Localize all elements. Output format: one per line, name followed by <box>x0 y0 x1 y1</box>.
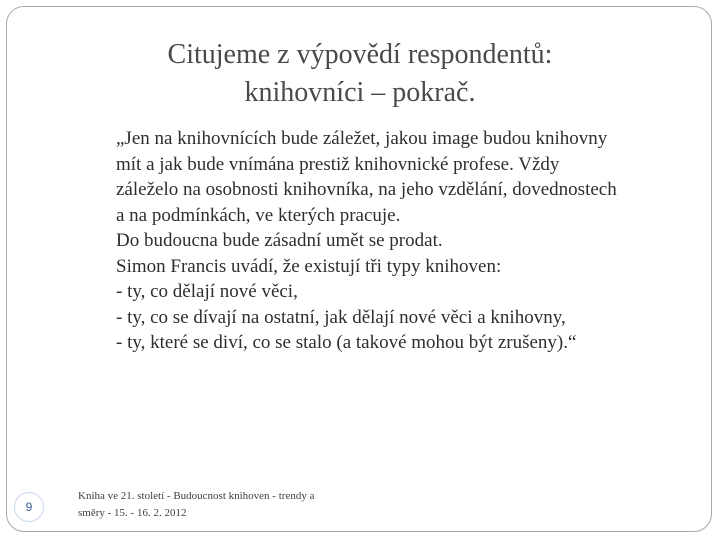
quote-line-8: - ty, co se dívají na ostatní, jak dělají nové věci a knihovny, <box>116 306 566 328</box>
slide-title <box>60 36 660 112</box>
quote-body <box>116 126 686 356</box>
quote-line-2: mít a jak bude vnímána prestiž knihovnické profese. Vždy <box>116 153 560 175</box>
quote-line-6: Simon Francis uvádí, že existují tři typy knihoven: <box>116 255 502 277</box>
footer-line-2: směry - 15. - 16. 2. 2012 <box>78 507 187 519</box>
slide-title-line-1: Citujeme z výpovědí respondentů: <box>167 39 553 70</box>
slide-footer <box>78 488 378 522</box>
quote-line-1: „Jen na knihovnících bude záležet, jakou image budou knihovny <box>116 128 608 149</box>
quote-line-5: Do budoucna bude zásadní umět se prodat. <box>116 230 443 251</box>
page-number-badge <box>14 492 44 522</box>
slide-title-line-2: knihovníci – pokrač. <box>244 77 476 108</box>
quote-line-4: a na podmínkách, ve kterých pracuje. <box>116 204 401 226</box>
quote-line-9: - ty, které se diví, co se stalo (a takové mohou být zrušeny).“ <box>116 332 577 353</box>
quote-line-7: - ty, co dělají nové věci, <box>116 281 298 302</box>
page-number: 9 <box>25 500 33 514</box>
quote-line-3: záleželo na osobnosti knihovníka, na jeho vzdělání, dovednostech <box>116 179 617 200</box>
footer-line-1: Kniha ve 21. století - Budoucnost knihoven - trendy a <box>78 490 315 502</box>
